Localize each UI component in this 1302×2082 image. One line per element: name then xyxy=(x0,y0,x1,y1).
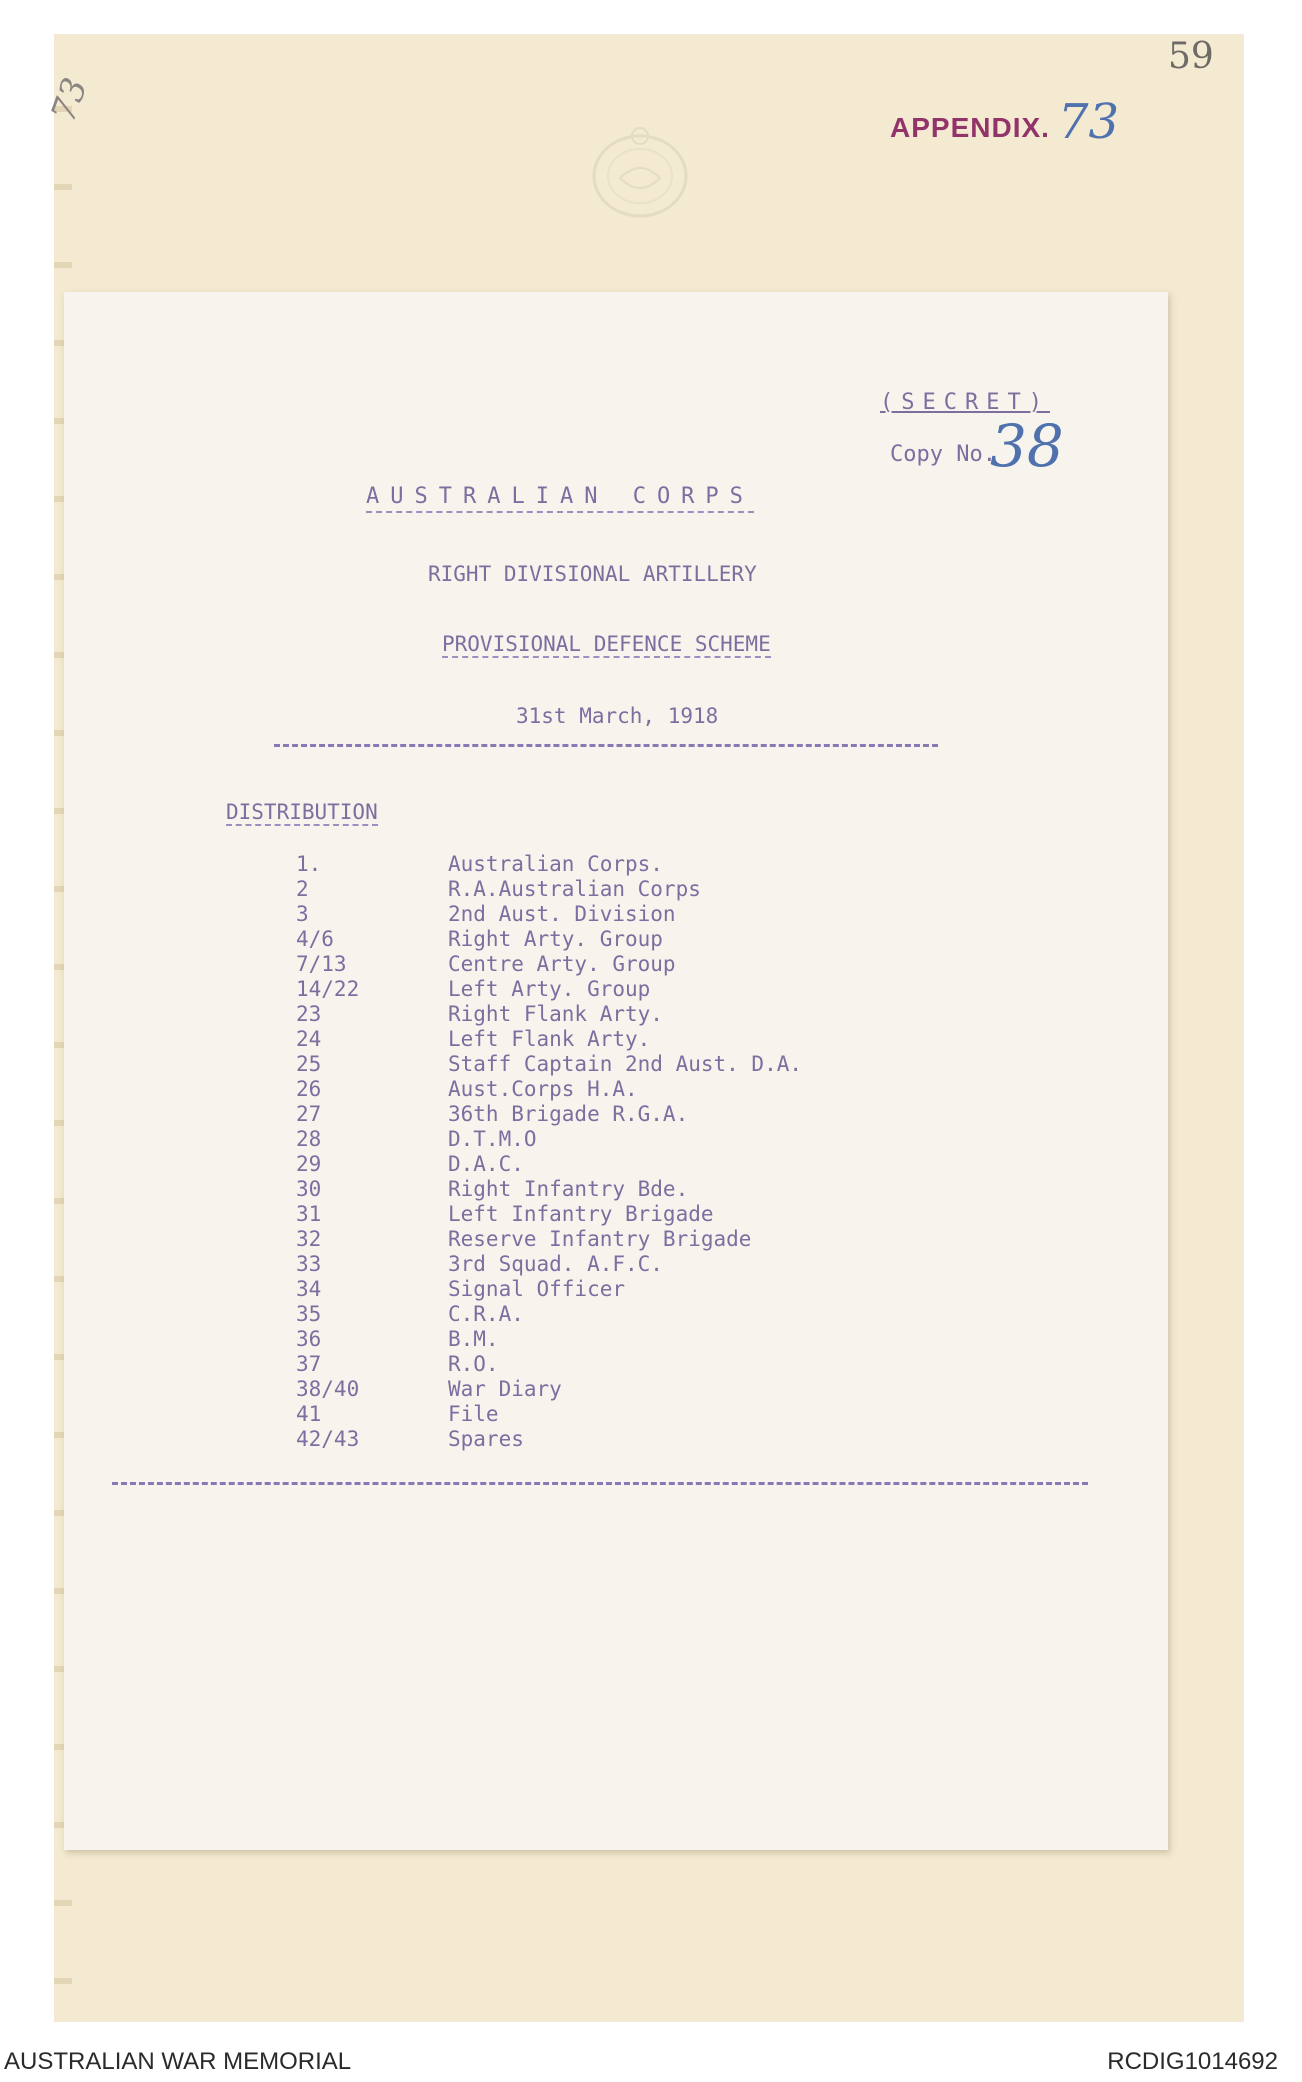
recipient: D.A.C. xyxy=(448,1152,524,1176)
list-item xyxy=(296,952,996,977)
copy-range: 29 xyxy=(296,1152,322,1176)
recipient: Right Flank Arty. xyxy=(448,1002,663,1026)
copy-range: 14/22 xyxy=(296,977,360,1001)
copy-range: 36 xyxy=(296,1327,322,1351)
copy-range: 32 xyxy=(296,1227,322,1251)
recipient: Centre Arty. Group xyxy=(448,952,676,976)
recipient: War Diary xyxy=(448,1377,562,1401)
copy-range: 25 xyxy=(296,1052,322,1076)
list-item xyxy=(296,852,996,877)
copy-range: 1. xyxy=(296,852,322,876)
copy-range: 35 xyxy=(296,1302,322,1326)
recipient: Spares xyxy=(448,1427,524,1451)
copy-range: 26 xyxy=(296,1077,322,1101)
list-item xyxy=(296,1052,996,1077)
recipient: D.T.M.O xyxy=(448,1127,537,1151)
recipient: Signal Officer xyxy=(448,1277,626,1301)
list-item xyxy=(296,1352,996,1377)
dashed-rule-top xyxy=(274,744,938,747)
list-item xyxy=(296,1102,996,1127)
copy-range: 27 xyxy=(296,1102,322,1126)
copy-range: 42/43 xyxy=(296,1427,360,1451)
recipient: Aust.Corps H.A. xyxy=(448,1077,638,1101)
copy-range: 3 xyxy=(296,902,309,926)
recipient: Staff Captain 2nd Aust. D.A. xyxy=(448,1052,803,1076)
list-item xyxy=(296,1177,996,1202)
scheme-title: PROVISIONAL DEFENCE SCHEME xyxy=(442,632,771,656)
list-item xyxy=(296,1002,996,1027)
list-item xyxy=(296,1077,996,1102)
document-subtitle: RIGHT DIVISIONAL ARTILLERY xyxy=(428,562,757,586)
appendix-number: 73 xyxy=(1058,94,1120,150)
folio-number: 59 xyxy=(1168,36,1214,77)
recipient: Left Flank Arty. xyxy=(448,1027,651,1051)
copy-range: 23 xyxy=(296,1002,322,1026)
copy-range: 37 xyxy=(296,1352,322,1376)
corner-pencil-note: 73 xyxy=(43,72,96,128)
recipient: 2nd Aust. Division xyxy=(448,902,676,926)
copy-range: 34 xyxy=(296,1277,322,1301)
list-item xyxy=(296,1327,996,1352)
recipient: C.R.A. xyxy=(448,1302,524,1326)
recipient: Right Arty. Group xyxy=(448,927,663,951)
list-item xyxy=(296,877,996,902)
distribution-heading: DISTRIBUTION xyxy=(226,800,378,824)
copy-range: 4/6 xyxy=(296,927,334,951)
list-item xyxy=(296,1402,996,1427)
recipient: 36th Brigade R.G.A. xyxy=(448,1102,689,1126)
recipient: Reserve Infantry Brigade xyxy=(448,1227,752,1251)
recipient: Australian Corps. xyxy=(448,852,663,876)
list-item xyxy=(296,927,996,952)
list-item xyxy=(296,1027,996,1052)
copy-range: 28 xyxy=(296,1127,322,1151)
recipient: B.M. xyxy=(448,1327,499,1351)
copy-range: 2 xyxy=(296,877,309,901)
distribution-list xyxy=(296,852,996,1452)
list-item xyxy=(296,902,996,927)
recipient: File xyxy=(448,1402,499,1426)
archive-credit: AUSTRALIAN WAR MEMORIAL xyxy=(4,2048,352,2075)
copy-range: 31 xyxy=(296,1202,322,1226)
list-item xyxy=(296,1227,996,1252)
recipient: 3rd Squad. A.F.C. xyxy=(448,1252,663,1276)
recipient: R.A.Australian Corps xyxy=(448,877,701,901)
copy-label: Copy No. xyxy=(890,442,996,467)
list-item xyxy=(296,1127,996,1152)
secret-label: (SECRET) xyxy=(880,390,1050,415)
dashed-rule-bottom xyxy=(112,1482,1088,1485)
list-item xyxy=(296,1152,996,1177)
appendix-label: APPENDIX. xyxy=(890,112,1050,143)
list-item xyxy=(296,1202,996,1227)
archive-id: RCDIG1014692 xyxy=(1107,2048,1278,2075)
list-item xyxy=(296,1252,996,1277)
recipient: Left Arty. Group xyxy=(448,977,651,1001)
copy-range: 7/13 xyxy=(296,952,347,976)
list-item xyxy=(296,1377,996,1402)
embossed-seal-icon xyxy=(580,118,700,228)
copy-range: 41 xyxy=(296,1402,322,1426)
recipient: R.O. xyxy=(448,1352,499,1376)
copy-range: 24 xyxy=(296,1027,322,1051)
document-title: AUSTRALIAN CORPS xyxy=(366,484,754,513)
copy-range: 30 xyxy=(296,1177,322,1201)
copy-number: 38 xyxy=(990,412,1064,480)
copy-range: 33 xyxy=(296,1252,322,1276)
copy-range: 38/40 xyxy=(296,1377,360,1401)
list-item xyxy=(296,1427,996,1452)
recipient: Left Infantry Brigade xyxy=(448,1202,714,1226)
list-item xyxy=(296,977,996,1002)
list-item xyxy=(296,1277,996,1302)
recipient: Right Infantry Bde. xyxy=(448,1177,689,1201)
list-item xyxy=(296,1302,996,1327)
document-date: 31st March, 1918 xyxy=(516,704,719,728)
